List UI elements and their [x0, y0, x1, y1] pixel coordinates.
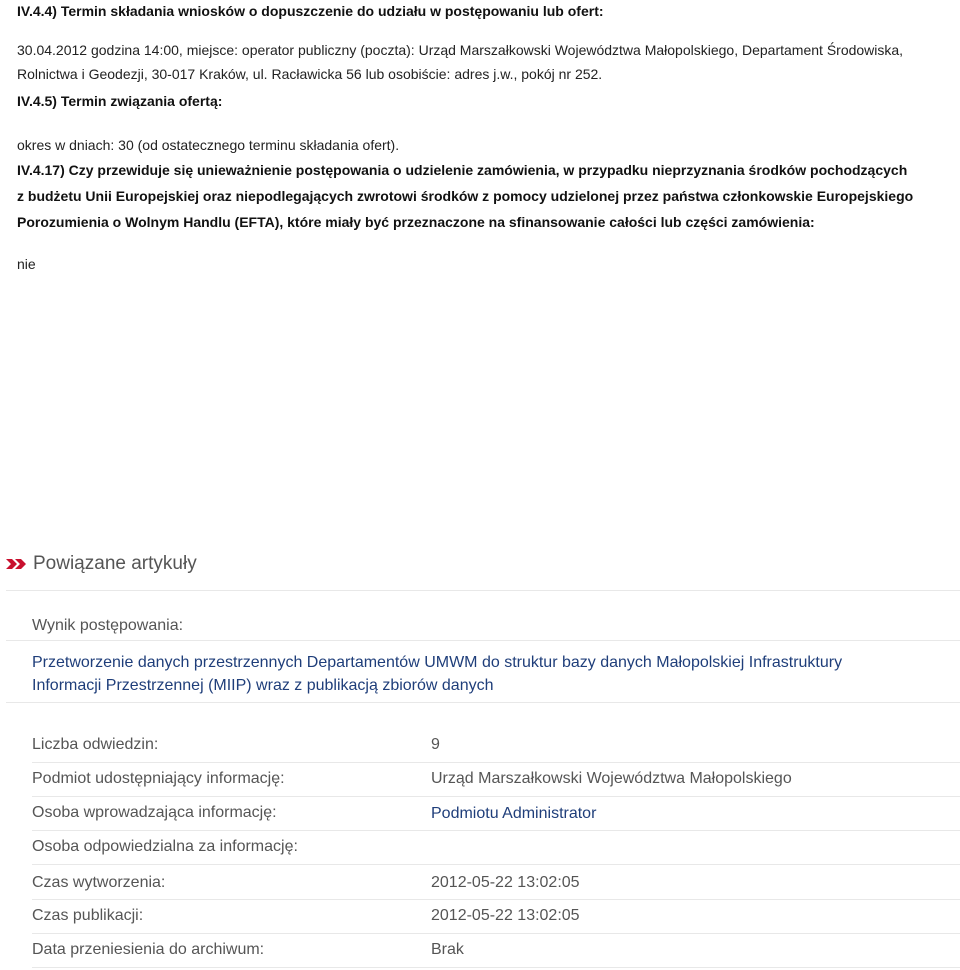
meta-label: Czas publikacji: [32, 907, 144, 924]
meta-row-created [32, 866, 960, 900]
section-iv-4-17 [17, 157, 954, 235]
section-iv-4-5 [17, 89, 954, 113]
section-iv-4-5-body [17, 133, 954, 157]
meta-row-publisher [32, 762, 960, 796]
meta-value: Urząd Marszałkowski Województwa Małopolskiego [431, 770, 792, 787]
section-iv-4-4-body [17, 38, 954, 86]
divider [6, 702, 960, 703]
meta-row-visits [32, 728, 960, 762]
section-heading: IV.4.4) Termin składania wniosków o dopuszczenie do udziału w postępowaniu lub ofert: [17, 3, 604, 19]
meta-value: Brak [431, 941, 464, 958]
paragraph-line: okres w dniach: 30 (od ostatecznego terminu składania ofert). [17, 137, 400, 153]
question-line: IV.4.17) Czy przewiduje się unieważnienie postępowania o udzielenie zamówienia, w przypadku nieprzyznania środków pochodzących [17, 162, 908, 178]
meta-label: Podmiot udostępniający informację: [32, 770, 285, 787]
meta-value: 9 [431, 736, 440, 753]
meta-value: 2012-05-22 13:02:05 [431, 874, 580, 891]
answer-text: nie [17, 256, 36, 272]
meta-label: Data przeniesienia do archiwum: [32, 941, 265, 958]
meta-label: Osoba wprowadzająca informację: [32, 804, 277, 821]
link-line[interactable]: Informacji Przestrzennej (MIIP) wraz z publikacją zbiorów danych [32, 677, 494, 694]
divider [32, 967, 960, 968]
divider [32, 864, 960, 865]
meta-value: 2012-05-22 13:02:05 [431, 907, 580, 924]
related-title: Powiązane artykuły [33, 553, 197, 574]
paragraph-line: Rolnictwa i Geodezji, 30-017 Kraków, ul. Racławicka 56 lub osobiście: adres j.w., pokój nr 252. [17, 66, 603, 82]
question-line: z budżetu Unii Europejskiej oraz niepodlegających zwrotowi środków z pomocy udzielonej przez państwa członkowskie Europejskiego [17, 188, 914, 204]
section-heading: IV.4.5) Termin związania ofertą: [17, 93, 223, 109]
link-line[interactable]: Przetworzenie danych przestrzennych Departamentów UMWM do struktur bazy danych Małopolskiej Infrastruktury [32, 654, 843, 671]
meta-label: Liczba odwiedzin: [32, 736, 159, 753]
meta-value-link[interactable]: Podmiotu Administrator [431, 804, 597, 822]
divider [6, 640, 960, 641]
divider [6, 590, 960, 591]
section-iv-4-4 [17, 0, 954, 23]
meta-row-published [32, 899, 960, 933]
meta-row-archive [32, 933, 960, 967]
meta-row-entered-by [32, 796, 960, 830]
meta-label: Czas wytworzenia: [32, 874, 166, 891]
section-iv-4-17-answer [17, 252, 954, 276]
related-header [6, 548, 960, 580]
paragraph-line: 30.04.2012 godzina 14:00, miejsce: operator publiczny (poczta): Urząd Marszałkowski Województwa Małopolskiego, Departament Środowiska, [17, 42, 904, 58]
meta-label: Osoba odpowiedzialna za informację: [32, 838, 298, 855]
result-label: Wynik postępowania: [32, 617, 184, 634]
meta-row-responsible [32, 830, 960, 864]
double-arrow-icon [6, 557, 28, 571]
question-line: Porozumienia o Wolnym Handlu (EFTA), które miały być przeznaczone na sfinansowanie całości lub części zamówienia: [17, 214, 815, 230]
related-article-link[interactable] [32, 651, 940, 697]
related-articles [6, 548, 960, 580]
